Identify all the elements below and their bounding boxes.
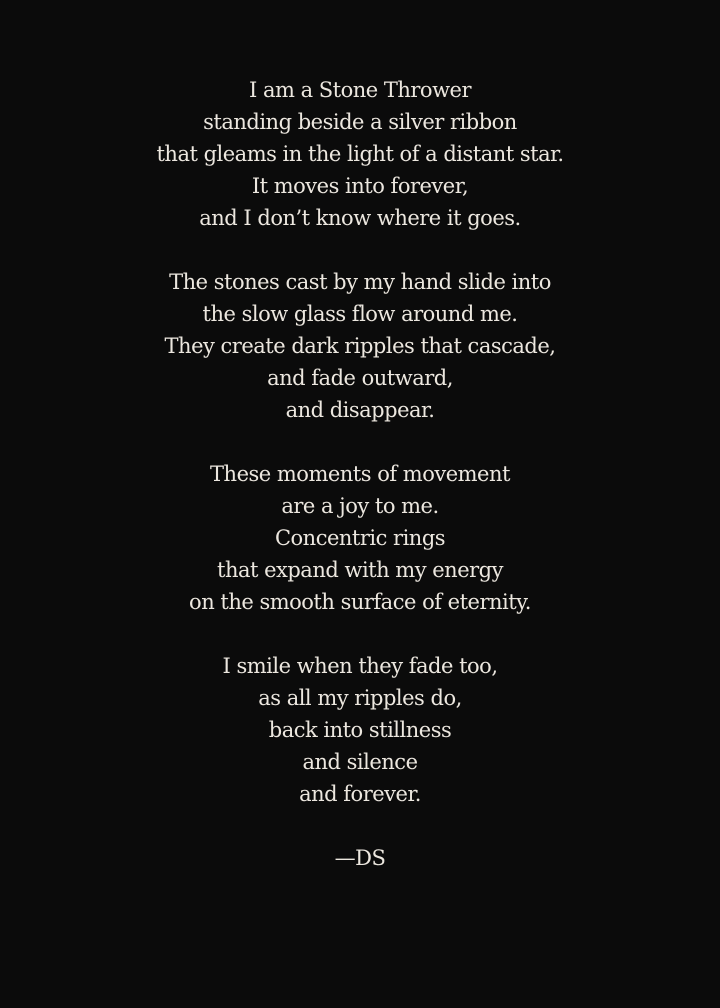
stanza-spacer (0, 234, 720, 266)
stanza-3 (0, 458, 720, 618)
poem-text (0, 74, 720, 874)
poem-line: back into stillness (268, 718, 452, 742)
poem-line: are a joy to me. (281, 494, 439, 518)
poem-line: They create dark ripples that cascade, (164, 334, 556, 358)
poem-line: I smile when they fade too, (222, 654, 498, 678)
stanza-spacer (0, 618, 720, 650)
poem-line: These moments of movement (210, 462, 510, 486)
author-signature: —DS (334, 846, 386, 870)
poem-line: as all my ripples do, (258, 686, 462, 710)
poem-line: and disappear. (285, 398, 435, 422)
stanza-spacer (0, 426, 720, 458)
poem-line: that gleams in the light of a distant star. (156, 142, 564, 166)
poem-line: It moves into forever, (251, 174, 469, 198)
poem-line: the slow glass flow around me. (202, 302, 518, 326)
poem-line: and forever. (299, 782, 421, 806)
poem-line: standing beside a silver ribbon (203, 110, 517, 134)
poem-line: I am a Stone Thrower (248, 78, 472, 102)
poem-line: that expand with my energy (217, 558, 503, 582)
poem-line: on the smooth surface of eternity. (189, 590, 531, 614)
stanza-spacer (0, 810, 720, 842)
poem-line: and fade outward, (267, 366, 453, 390)
poem-line: and I don’t know where it goes. (199, 206, 521, 230)
stanza-4 (0, 650, 720, 810)
stanza-1 (0, 74, 720, 234)
poem-line: Concentric rings (274, 526, 446, 550)
poem-line: The stones cast by my hand slide into (169, 270, 551, 294)
poem-line: and silence (302, 750, 418, 774)
stanza-2 (0, 266, 720, 426)
